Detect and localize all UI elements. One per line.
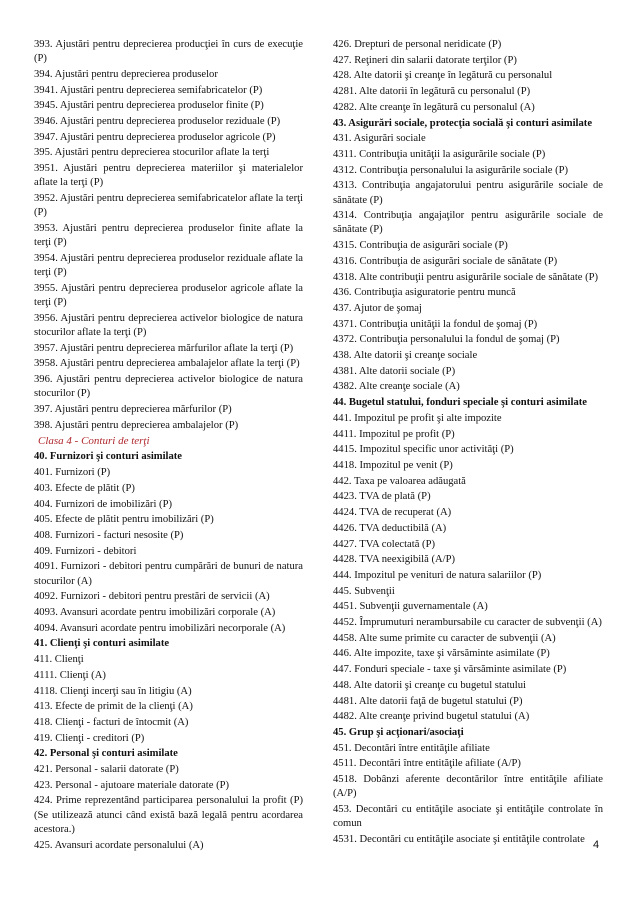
account-entry: 394. Ajustări pentru deprecierea produselor [34,68,218,80]
account-entry: 3954. Ajustări pentru deprecierea produselor reziduale aflate la terţi (P) [34,252,303,279]
account-entry: 3947. Ajustări pentru deprecierea produselor agricole (P) [34,131,276,143]
account-entry: 3957. Ajustări pentru deprecierea mărfurilor aflate la terţi (P) [34,342,294,354]
class-title: Clasa 4 - Conturi de terţi [38,435,150,448]
account-entry: 4313. Contribuţia angajatorului pentru asigurările sociale de sănătate (P) [333,180,603,206]
account-entry: 4091. Furnizori - debitori pentru cumpărări de bunuri de natura stocurilor (A) [34,561,303,587]
account-entry: 436. Contribuţia asiguratorie pentru muncă [333,287,516,299]
account-entry: 403. Efecte de plătit (P) [34,482,135,494]
account-entry: 4372. Contribuţia personalului la fondul de şomaj (P) [333,334,560,346]
account-entry: 442. Taxa pe valoarea adăugată [333,475,466,487]
account-entry: 411. Clienţi [34,654,84,666]
account-entry: 4282. Alte creanţe în legătură cu personalul (A) [333,101,535,113]
account-entry: 427. Reţineri din salarii datorate terţilor (P) [333,54,517,66]
account-entry: 441. Impozitul pe profit şi alte impozite [333,412,502,424]
account-entry: 4314. Contribuţia angajaţilor pentru asigurările sociale de sănătate (P) [333,210,603,236]
account-entry: 4316. Contribuţia de asigurări sociale de sănătate (P) [333,255,558,267]
account-entry: 4092. Furnizori - debitori pentru prestări de servicii (A) [34,591,270,603]
account-entry: 4423. TVA de plată (P) [333,491,431,503]
account-entry: 4311. Contribuţia unităţii la asigurările sociale (P) [333,148,546,160]
account-entry: 451. Decontări între entităţile afiliate [333,742,490,754]
account-entry: 4418. Impozitul pe venit (P) [333,459,453,471]
account-entry: 4427. TVA colectată (P) [333,538,435,550]
account-entry: 4511. Decontări între entităţile afiliate (A/P) [333,758,521,770]
account-entry: 419. Clienţi - creditori (P) [34,732,145,744]
account-entry: 4312. Contribuţia personalului la asigurările sociale (P) [333,164,569,176]
right-column [333,38,603,849]
account-entry: 3945. Ajustări pentru deprecierea produselor finite (P) [34,100,264,112]
page-number: 4 [593,839,600,851]
account-entry: 401. Furnizori (P) [34,467,111,479]
account-entry: 395. Ajustări pentru deprecierea stocurilor aflate la terţi [34,147,270,159]
account-entry: 4452. Împrumuturi nerambursabile cu caracter de subvenţii (A) [333,617,602,629]
account-entry: 4426. TVA deductibilă (A) [333,522,447,534]
account-entry: 3951. Ajustări pentru deprecierea materiilor şi materialelor aflate la terţi (P) [34,163,303,189]
account-entry: 4424. TVA de recuperat (A) [333,507,452,519]
account-entry: 409. Furnizori - debitori [34,545,137,557]
account-entry: 4118. Clienţi incerţi sau în litigiu (A) [34,685,192,697]
account-entry: 4451. Subvenţii guvernamentale (A) [333,601,488,613]
account-entry: 444. Impozitul pe venituri de natura salariilor (P) [333,569,542,581]
account-entry: 4531. Decontări cu entităţile asociate şi entităţile controlate [333,833,585,845]
account-entry: 408. Furnizori - facturi nesosite (P) [34,530,184,541]
account-entry: 4094. Avansuri acordate pentru imobilizări necorporale (A) [34,622,286,634]
account-entry: 4318. Alte contribuţii pentru asigurările sociale de sănătate (P) [333,271,599,283]
account-entry: 4381. Alte datorii sociale (P) [333,365,456,377]
section-heading: 44. Bugetul statului, fonduri speciale şi conturi asimilate [333,397,587,409]
account-entry: 393. Ajustări pentru deprecierea producţiei în curs de execuţie (P) [34,39,303,65]
account-entry: 438. Alte datorii şi creanţe sociale [333,350,478,362]
account-entry: 3958. Ajustări pentru deprecierea ambalajelor aflate la terţi (P) [34,358,300,370]
account-entry: 428. Alte datorii şi creanţe în legătură cu personalul [333,70,553,82]
account-entry: 4415. Impozitul specific unor activităţi (P) [333,444,514,456]
account-entry: 431. Asigurări sociale [333,133,426,145]
account-entry: 4482. Alte creanţe privind bugetul statului (A) [333,711,530,723]
section-heading: 42. Personal şi conturi asimilate [34,748,178,760]
account-entry: 423. Personal - ajutoare materiale datorate (P) [34,779,230,791]
account-entry: 4481. Alte datorii faţă de bugetul statului (P) [333,695,523,707]
account-entry: 424. Prime reprezentând participarea personalului la profit (P) (Se utilizează atunci când există bază legală pentru acordarea acestora.) [34,795,303,835]
account-entry: 448. Alte datorii şi creanţe cu bugetul statului [333,679,526,691]
account-entry: 4093. Avansuri acordate pentru imobilizări corporale (A) [34,607,276,619]
account-entry: 4382. Alte creanţe sociale (A) [333,381,460,393]
account-entry: 3946. Ajustări pentru deprecierea produselor reziduale (P) [34,116,281,128]
account-entry: 445. Subvenţii [333,585,395,597]
account-entry: 3953. Ajustări pentru deprecierea produselor finite aflate la terţi (P) [34,222,303,249]
account-entry: 3956. Ajustări pentru deprecierea activelor biologice de natura stocurilor aflate la terţi (P) [34,312,303,338]
account-entry: 425. Avansuri acordate personalului (A) [34,839,204,851]
account-entry: 4458. Alte sume primite cu caracter de subvenţii (A) [333,632,556,644]
account-entry: 4371. Contribuţia unităţii la fondul de şomaj (P) [333,318,538,330]
account-entry: 421. Personal - salarii datorate (P) [34,764,179,776]
account-entry: 446. Alte impozite, taxe şi vărsăminte asimilate (P) [333,648,550,660]
account-entry: 453. Decontări cu entităţile asociate şi entităţile controlate în comun [333,803,603,830]
account-entry: 418. Clienţi - facturi de întocmit (A) [34,716,189,728]
account-entry: 413. Efecte de primit de la clienţi (A) [34,701,193,713]
account-entry: 3952. Ajustări pentru deprecierea semifabricatelor aflate la terţi (P) [34,193,303,219]
account-entry: 4411. Impozitul pe profit (P) [333,428,455,440]
account-entry: 396. Ajustări pentru deprecierea activelor biologice de natura stocurilor (P) [34,373,303,400]
section-heading: 45. Grup şi acţionari/asociaţi [333,726,464,738]
account-entry: 4281. Alte datorii în legătură cu personalul (P) [333,86,531,98]
account-entry: 447. Fonduri speciale - taxe şi vărsăminte asimilate (P) [333,664,567,676]
account-entry: 405. Efecte de plătit pentru imobilizări (P) [34,514,214,526]
section-heading: 43. Asigurări sociale, protecţia socială şi conturi asimilate [333,117,593,129]
account-entry: 3941. Ajustări pentru deprecierea semifabricatelor (P) [34,84,263,96]
account-entry: 4428. TVA neexigibilă (A/P) [333,554,456,566]
section-heading: 40. Furnizori şi conturi asimilate [34,451,183,463]
left-column [34,38,303,854]
account-entry: 426. Drepturi de personal neridicate (P) [333,39,502,50]
account-entry: 437. Ajutor de şomaj [333,302,422,314]
account-entry: 4518. Dobânzi aferente decontărilor între entităţile afiliate (A/P) [333,774,603,800]
account-entry: 404. Furnizori de imobilizări (P) [34,498,172,510]
account-entry: 4111. Clienţi (A) [34,669,106,681]
account-entry: 3955. Ajustări pentru deprecierea produselor agricole aflate la terţi (P) [34,282,303,308]
account-entry: 397. Ajustări pentru deprecierea mărfurilor (P) [34,403,232,415]
account-entry: 398. Ajustări pentru deprecierea ambalajelor (P) [34,419,239,431]
account-entry: 4315. Contribuţia de asigurări sociale (P) [333,240,508,252]
section-heading: 41. Clienţi şi conturi asimilate [34,638,170,650]
